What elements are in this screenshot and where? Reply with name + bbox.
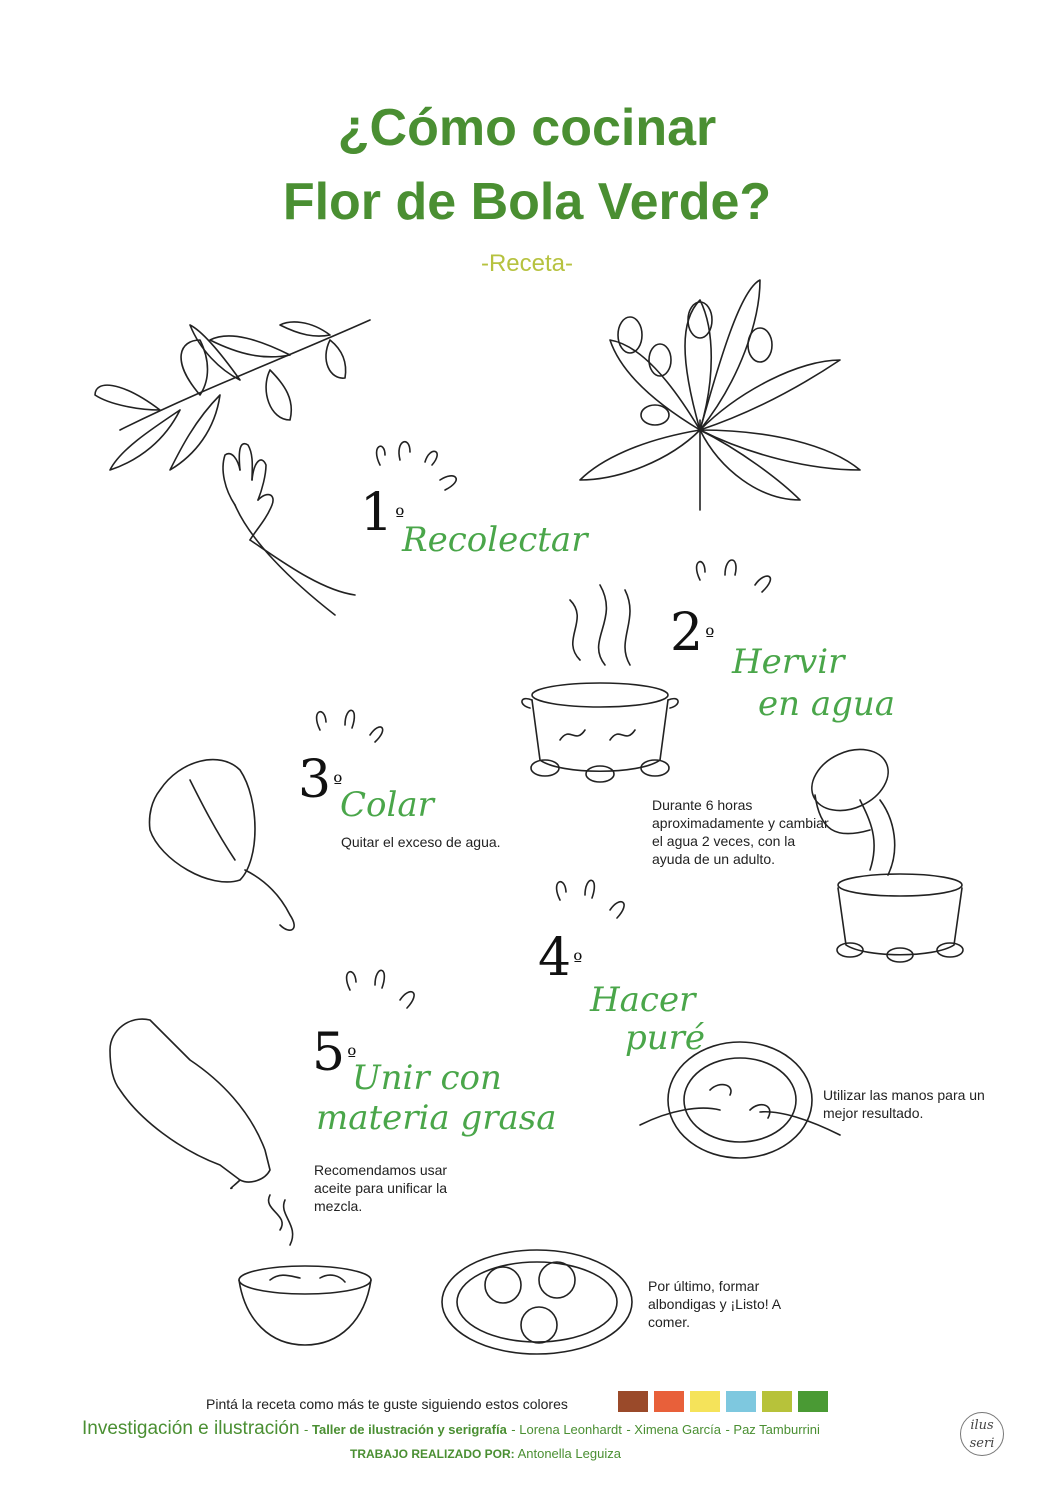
step-1-label: Recolectar (402, 520, 588, 560)
branch-illustration (95, 320, 370, 470)
credit-name: Lorena Leonhardt (519, 1422, 622, 1437)
step-2-label-line-1: Hervir (732, 642, 845, 682)
mix-bowl-illustration (239, 1266, 371, 1345)
step-4-label-line-1: Hacer (590, 980, 696, 1020)
color-swatch (762, 1391, 792, 1412)
color-swatch (798, 1391, 828, 1412)
step-4-number: 4 $^º$ (538, 928, 583, 988)
step-3-number: 3 $^º$ (298, 750, 343, 810)
hand-illustration (223, 444, 355, 615)
byline-label: TRABAJO REALIZADO POR: (350, 1447, 515, 1461)
workshop-logo: ilus seri (960, 1412, 1004, 1456)
step-2-number: 2 $^º$ (670, 603, 715, 663)
color-swatch (654, 1391, 684, 1412)
step-2-note: Durante 6 horas aproximadamente y cambiar el agua 2 veces, con la ayuda de un adulto. (652, 797, 829, 867)
flower-illustration (580, 280, 860, 510)
color-swatch (726, 1391, 756, 1412)
subtitle: -Receta- (480, 250, 574, 277)
plate-illustration (442, 1250, 632, 1354)
credits-line: Investigación e ilustración - Taller de ilustración y serigrafía - Lorena Leonhardt - Ximena García - Paz Tamburrini (82, 1418, 820, 1439)
step-5-label-line-1: Unir con (352, 1058, 502, 1098)
color-instruction: Pintá la receta como más te guste siguiendo estos colores (206, 1396, 568, 1412)
step-5-label-line-2: materia grasa (316, 1098, 557, 1138)
strainer-bowl-illustration (149, 760, 294, 931)
title-line-2: Flor de Bola Verde? (282, 173, 772, 231)
step-1-number: 1 $^º$ (360, 483, 405, 543)
step-3-note: Quitar el exceso de agua. (341, 834, 501, 850)
step-5-number: 5 $^º$ (312, 1023, 357, 1083)
color-swatch (690, 1391, 720, 1412)
step-4-note: Utilizar las manos para un mejor resultado. (823, 1087, 985, 1121)
pot-illustration (522, 585, 678, 782)
byline (350, 1446, 621, 1461)
step-2-label-line-2: en agua (758, 684, 896, 724)
credit-lead: Investigación e ilustración (82, 1418, 300, 1439)
mash-bowl-illustration (640, 1042, 840, 1158)
credit-name: Ximena García (634, 1422, 721, 1437)
credit-name: Paz Tamburrini (733, 1422, 820, 1437)
title-line-1: ¿Cómo cocinar (337, 99, 717, 157)
bottle-illustration (110, 1019, 293, 1245)
step-3-label: Colar (340, 785, 434, 825)
byline-name: Antonella Leguiza (517, 1446, 621, 1461)
credit-workshop: Taller de ilustración y serigrafía (311, 1422, 507, 1437)
step-5-note: Recomendamos usar aceite para unificar la mezcla. (314, 1162, 448, 1214)
color-swatch (618, 1391, 648, 1412)
step-4-label-line-2: puré (625, 1018, 706, 1058)
final-note: Por último, formar albondigas y ¡Listo! A comer. (648, 1278, 781, 1330)
color-palette (618, 1391, 828, 1412)
